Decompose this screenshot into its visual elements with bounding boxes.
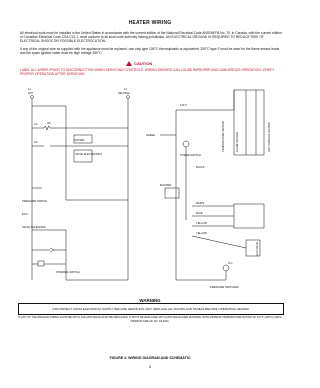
l1-label: L1 <box>28 88 31 91</box>
figure-caption: FIGURE 4. WIRING DIAGRAM AND SCHEMATIC <box>109 356 191 360</box>
connection-diagram <box>160 90 264 280</box>
page-number: 6 <box>149 365 151 369</box>
hs-label: HS <box>47 122 51 125</box>
white-label: WHITE <box>196 202 205 205</box>
intro-paragraph-2: If any of the original wire as supplied with the appliance must be replaced, use only type 105°C thermoplastic or equivalent; 250°C type F must be used for the flame sensor leads and the spark ignition cable must be high voltage 250°C. <box>20 47 280 56</box>
warning-triangle-icon <box>126 61 132 66</box>
igniter-label: IGNITER <box>74 139 85 142</box>
intro-paragraph-1: All electrical work must be installed in the United States in accordance with the current edition of the National Electrical Code ANSI/NFPA No. 70, in Canada, with the current edition of Canadian Electrical Code CSA C22.1, must conform to all local code authority having jurisdiction. AN ELECTRICAL GROUND IS REQUIRED TO REDUCE RISK OF ELECTRICAL SHOCK OR POSSIBLE ELECTROCUTION. <box>20 31 282 44</box>
hot-label: HOT <box>28 92 34 95</box>
ladder-schematic <box>31 96 130 280</box>
ac-label-1: AC <box>34 123 38 126</box>
replacement-note: IF ANY OF THE ORIGINAL WIRES SUPPLIED WITH THE APPLIANCE MUST BE REPLACED, IT MUST BE REPLACED WITH APPLIANCE WIRE MATERIAL WITH MINIMUM TEMPERATURE RATING OF 221°F (105°C) AND A MINIMUM SIZE OF NO. 18 AWG. <box>18 316 282 323</box>
warning-title: WARNING <box>139 298 161 303</box>
black-label: BLACK <box>196 166 205 169</box>
flame-sensor-label: FLAME SENSOR <box>236 131 239 152</box>
green-label: GREEN <box>146 134 156 137</box>
voltage-label: 120 V <box>180 104 187 107</box>
gas-valve-label: GAS VALVE <box>256 241 259 256</box>
ac-label-2: AC <box>34 141 38 144</box>
page-heading: HEATER WIRING <box>128 20 172 26</box>
valve-label: VALVE ELECTRONICS <box>75 153 103 156</box>
pressure-switch-label: PRESSURE SWITCH <box>22 200 48 203</box>
pressure-switches-label: PRESSURE SWITCHES <box>210 286 239 289</box>
caution-text: LABEL ALL WIRES PRIOR TO DISCONNECTION WHEN SERVICING CONTROLS. WIRING ERRORS CAN CAUSE IMPROPER AND DANGEROUS OPERATION. VERIFY PROPER OPERATION AFTER SERVICING. <box>20 68 275 77</box>
internal-switch-label: INTERNAL SWITCH <box>56 271 80 274</box>
eco-label: ECO <box>22 213 28 216</box>
caution-header <box>126 61 152 66</box>
nc-label: N.C. <box>228 262 234 265</box>
neutral-label: NEUTRAL <box>118 92 131 95</box>
blue-label: BLUE <box>196 212 203 215</box>
warning-box: DISCONNECT FROM ELECTRICAL SUPPLY BEFORE SERVICING UNIT. REPLACE ALL DOORS AND PANELS BEFORE OPERATING HEATER. <box>18 303 284 315</box>
caution-label: CAUTION <box>134 61 153 66</box>
power-switch-label: POWER SWITCH <box>180 154 201 157</box>
blower-label: BLOWER <box>160 184 172 187</box>
temperature-sensor-label: TEMPERATURE SENSOR <box>222 120 225 152</box>
valve-solenoids-label: VALVE SOLENOIDS <box>22 226 46 229</box>
wiring-diagram <box>20 80 282 295</box>
l2-label: L2 <box>124 88 127 91</box>
yellow-label-1: YELLOW <box>196 222 207 225</box>
hot-surface-label: HOT SURFACE IGNITER <box>268 122 271 152</box>
yellow-label-2: YELLOW <box>196 232 207 235</box>
